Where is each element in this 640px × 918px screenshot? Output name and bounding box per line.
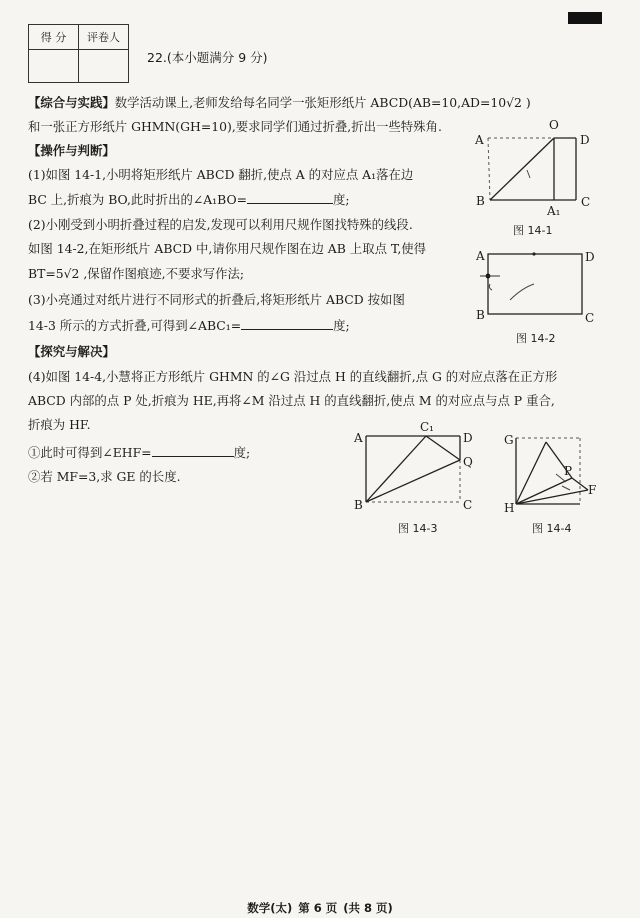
caption-14-3: 图 14-3 (398, 522, 438, 535)
part2-line-3: BT=5√2 ,保留作图痕迹,不要求写作法; (28, 266, 245, 281)
intro-line-1 (28, 95, 531, 111)
part4-q1 (28, 444, 250, 461)
corner-marker (568, 12, 602, 24)
figure-14-3 (352, 420, 482, 515)
part4-line-2: ABCD 内部的点 P 处,折痕为 HE,再将∠M 沿过点 H 的直线翻折,使点 M 的对应点与点 P 重合, (28, 393, 555, 408)
caption-14-4: 图 14-4 (532, 522, 572, 535)
part4-line-1: (4)如图 14-4,小慧将正方形纸片 GHMN 的∠G 沿过点 H 的直线翻折,点 G 的对应点落在正方形 (28, 369, 558, 384)
fig4-label-F: F (588, 483, 597, 497)
part3-line-1: (3)小亮通过对纸片进行不同形式的折叠后,将矩形纸片 ABCD 按如图 (28, 292, 405, 307)
footer-total: (共 8 页) (343, 901, 393, 915)
intro-tag: 【综合与实践】 (28, 95, 115, 110)
part1-line-1: (1)如图 14-1,小明将矩形纸片 ABCD 翻折,使点 A 的对应点 A₁落在边 (28, 167, 414, 182)
footer-subject: 数学(太) (247, 901, 293, 915)
fig1-label-B: B (476, 194, 485, 208)
page-footer (0, 900, 640, 916)
fig3-label-C1: C₁ (420, 420, 434, 434)
part4-q1-answer-blank[interactable] (152, 444, 234, 457)
intro-text-1: 数学活动课上,老师发给每名同学一张矩形纸片 ABCD(AB=10,AD=10√2 ) (114, 95, 531, 110)
fig4-label-H: H (504, 501, 515, 515)
intro-line-2: 和一张正方形纸片 GHMN(GH=10),要求同学们通过折叠,折出一些特殊角. (28, 119, 442, 134)
fig1-label-O: O (549, 118, 559, 132)
part3-unit: 度; (333, 318, 350, 333)
section-operate-judge: 【操作与判断】 (28, 143, 115, 158)
part1-unit: 度; (333, 192, 350, 207)
fig1-label-C: C (581, 195, 591, 209)
grader-cell[interactable] (79, 50, 129, 83)
part1-question: BC 上,折痕为 BO,此时折出的∠A₁BO= (28, 192, 248, 207)
part4-q1-unit: 度; (233, 445, 251, 460)
score-header: 得 分 (29, 25, 79, 50)
part1-line-2 (28, 191, 350, 208)
figure-14-2 (470, 244, 600, 324)
part3-answer-blank[interactable] (241, 317, 333, 330)
fig3-label-A: A (354, 431, 363, 445)
caption-14-1: 图 14-1 (513, 224, 553, 237)
fig4-label-G: G (504, 433, 514, 447)
fig3-label-C: C (463, 498, 473, 512)
part4-q1-text: ①此时可得到∠EHF= (28, 445, 152, 460)
footer-page: 第 6 页 (298, 901, 338, 915)
part2-line-2: 如图 14-2,在矩形纸片 ABCD 中,请你用尺规作图在边 AB 上取点 T,使得 (28, 241, 427, 256)
section-explore-solve: 【探究与解决】 (28, 344, 115, 359)
score-table (28, 24, 129, 83)
fig3-label-B: B (354, 498, 363, 512)
fig2-label-B: B (476, 308, 485, 322)
fig3-label-D: D (463, 431, 473, 445)
fig1-label-A1: A₁ (547, 204, 561, 218)
fig2-label-C: C (585, 311, 595, 325)
figure-14-1 (470, 118, 600, 228)
part3-line-2 (28, 317, 350, 334)
part1-answer-blank[interactable] (247, 191, 333, 204)
part4-line-3: 折痕为 HF. (28, 417, 91, 432)
fig1-label-A: A (475, 133, 484, 147)
fig4-label-P: P (564, 464, 573, 478)
fig2-label-A: A (476, 249, 485, 263)
fig1-label-D: D (580, 133, 590, 147)
question-title: 22.(本小题满分 9 分) (147, 50, 268, 65)
caption-14-2: 图 14-2 (516, 332, 556, 345)
grader-header: 评卷人 (79, 25, 129, 50)
score-cell[interactable] (29, 50, 79, 83)
fig3-label-Q: Q (463, 455, 473, 469)
part2-line-1: (2)小刚受到小明折叠过程的启发,发现可以利用尺规作图找特殊的线段. (28, 217, 413, 232)
part3-question: 14-3 所示的方式折叠,可得到∠ABC₁= (28, 318, 242, 333)
part4-q2: ②若 MF=3,求 GE 的长度. (28, 469, 181, 484)
fig2-label-D: D (585, 250, 595, 264)
figure-14-4 (500, 428, 610, 518)
